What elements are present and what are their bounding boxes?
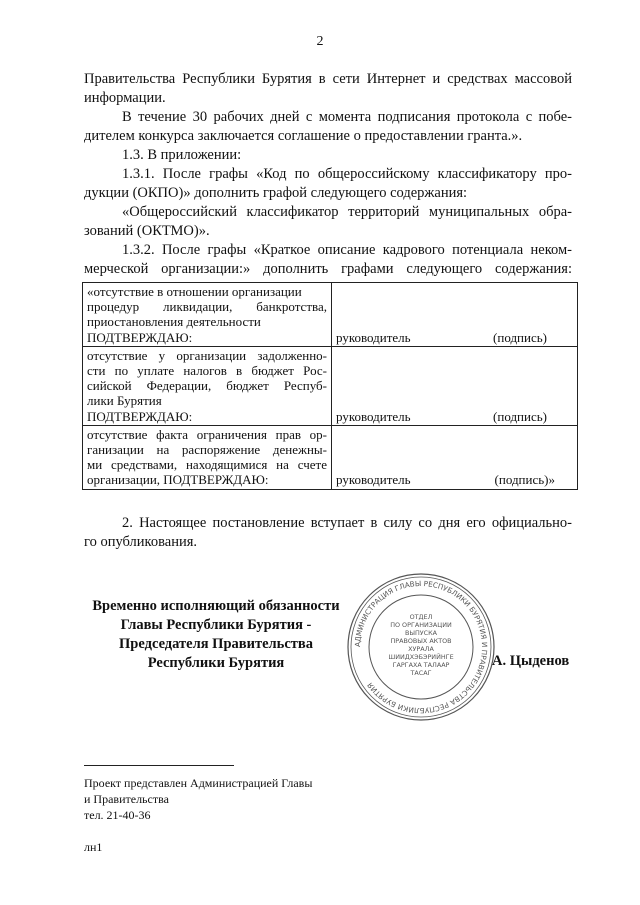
table-cell-signature [332, 346, 578, 425]
seal-text: ПО ОРГАНИЗАЦИИ [390, 621, 452, 629]
role-label: руководитель [336, 472, 411, 488]
seal-text: ХУРАЛА [408, 645, 434, 653]
cell-line: сти по уплате налогов в бюджет Рос- [87, 363, 327, 379]
footer-note [84, 775, 312, 823]
cell-line: отсутствие у организации задолженно- [87, 347, 327, 363]
paragraph-line: 2. Настоящее постановление вступает в силу со дня его официально- [122, 515, 572, 531]
paragraph-line: 1.3. В приложении: [122, 147, 242, 163]
cell-line: организации, ПОДТВЕРЖДАЮ: [87, 472, 269, 488]
document-code: лн1 [84, 840, 103, 854]
confirmation-table [82, 282, 578, 490]
paragraph-line: Правительства Республики Бурятия в сети Интернет и средствах массовой [84, 71, 572, 87]
signature-label: (подпись) [493, 329, 547, 345]
seal-text: ПРАВОВЫХ АКТОВ [390, 637, 452, 645]
paragraph-line: 1.3.1. После графы «Код по общероссийскому классификатору про- [122, 166, 572, 182]
table-row [83, 346, 578, 425]
footer-line: тел. 21-40-36 [84, 808, 151, 822]
paragraph-line: В течение 30 рабочих дней с момента подписания протокола с побе- [122, 109, 572, 125]
paragraph-line: «Общероссийский классификатор территорий муниципальных обра- [122, 204, 572, 220]
table-cell-signature [332, 283, 578, 347]
seal-text: ГАРГАХА ТАЛААР [392, 661, 450, 669]
official-seal [346, 572, 496, 722]
signatory-title-line: Главы Республики Бурятия - [120, 617, 312, 633]
signatory-title-line: Председателя Правительства [119, 636, 313, 652]
cell-line: «отсутствие в отношении организации [87, 284, 302, 299]
footer-line: Проект представлен Администрацией Главы [84, 776, 313, 790]
paragraph-line: зований (ОКТМО)». [84, 223, 210, 239]
paragraph-line: дукции (ОКПО)» дополнить графой следующего содержания: [84, 185, 468, 201]
paragraph-line: дителем конкурса заключается соглашение о предоставлении гранта.». [84, 128, 523, 144]
seal-text: ОТДЕЛ [409, 613, 433, 621]
cell-line: ПОДТВЕРЖДАЮ: [87, 408, 193, 424]
footer-line: и Правительства [84, 792, 169, 806]
seal-text: ВЫПУСКА [404, 629, 438, 637]
role-label: руководитель [336, 329, 411, 345]
cell-line: ми средствами, находящимися на счете [87, 457, 327, 473]
paragraph-line: мерческой организации:» дополнить графами следующего содержания: [84, 261, 572, 277]
cell-line: приостановления деятельности [87, 314, 261, 330]
cell-line: лики Бурятия [87, 393, 162, 409]
footer-divider [84, 765, 234, 766]
seal-text: ШИИДХЭБЭРИЙНГЕ [388, 653, 454, 661]
table-row [83, 283, 578, 347]
signatory-title-line: Временно исполняющий обязанности [92, 598, 340, 614]
paragraph-line: го опубликования. [84, 534, 198, 550]
seal-text: ТАСАГ [410, 669, 432, 677]
signature-label: (подпись)» [494, 472, 555, 488]
cell-line: отсутствие факта ограничения прав ор- [87, 426, 327, 442]
paragraph-line: информации. [84, 90, 166, 106]
cell-line: процедур ликвидации, банкротства, [87, 299, 327, 315]
page-number: 2 [316, 34, 324, 49]
table-cell-statement [83, 283, 332, 347]
role-label: руководитель [336, 408, 411, 424]
cell-line: сийской Федерации, бюджет Респуб- [87, 378, 327, 394]
cell-line: ганизации на распоряжение денежны- [87, 442, 327, 458]
table-cell-statement [83, 425, 332, 489]
signatory-title [84, 597, 348, 673]
seal-ring-text: АДМИНИСТРАЦИЯ ГЛАВЫ РЕСПУБЛИКИ БУРЯТИЯ И ПРАВИТЕЛЬСТВА РЕСПУБЛИКИ БУРЯТИЯ [352, 578, 490, 716]
table-cell-signature [332, 425, 578, 489]
table-row [83, 425, 578, 489]
signatory-title-line: Республики Бурятия [147, 655, 285, 671]
signature-label: (подпись) [493, 408, 547, 424]
table-cell-statement [83, 346, 332, 425]
paragraph-line: 1.3.2. После графы «Краткое описание кадрового потенциала неком- [122, 242, 572, 258]
cell-line: ПОДТВЕРЖДАЮ: [87, 329, 193, 345]
signatory-name: А. Цыденов [492, 653, 570, 669]
